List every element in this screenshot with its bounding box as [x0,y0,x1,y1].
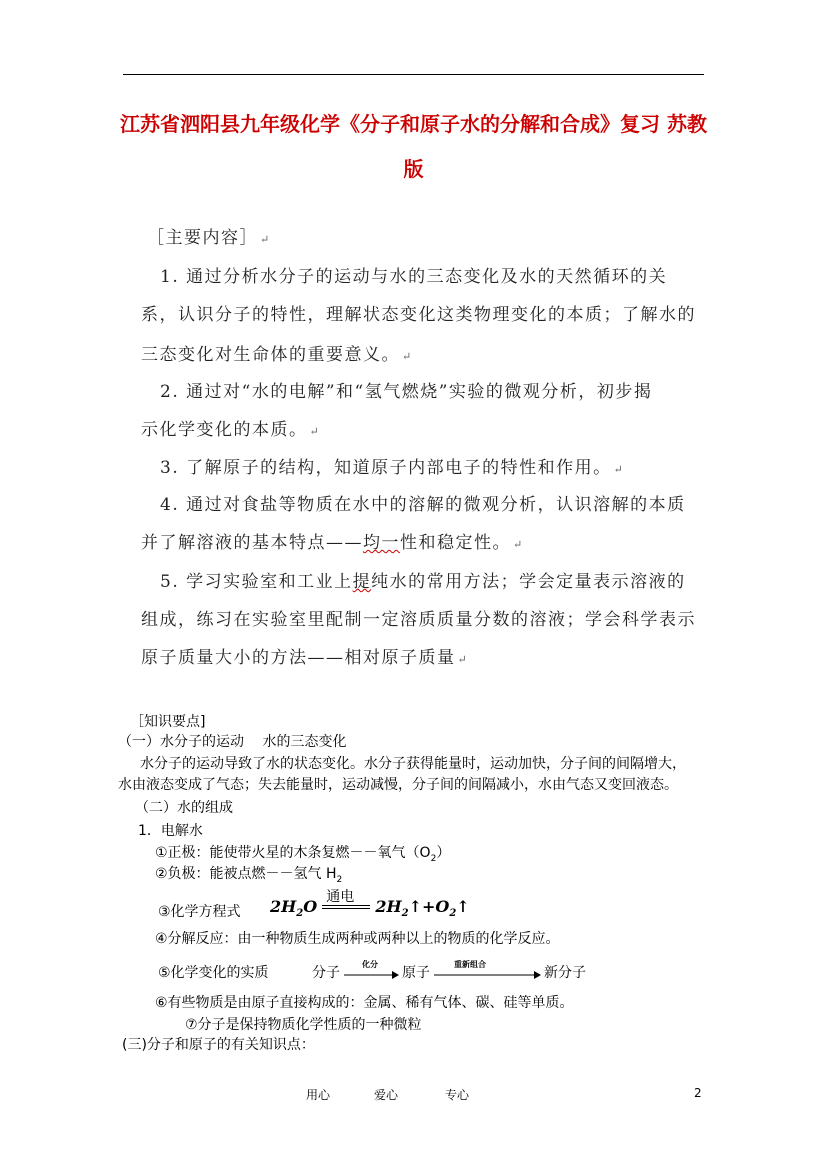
footer-word: 爱心 [374,1088,399,1102]
equation-reactant: $2H_2O$ [270,897,318,920]
content-line: 示化学变化的本质。 ↵ [141,420,319,440]
main-content-heading: ［主要内容］ ↵ [147,228,270,248]
content-line: 4. 通过对食盐等物质在水中的溶解的微观分析，认识溶解的本质 [160,495,686,515]
content-line: 1. 通过分析水分子的运动与水的三态变化及水的天然循环的关 [160,267,668,287]
paragraph-line: 水由液态变成了气态；失去能量时，运动减慢，分子间的间隔减小，水由气态又变回液态。 [118,777,678,793]
equation-condition-arrow [322,888,370,918]
chemical-equation [270,888,470,920]
equation-condition: 通电 [326,888,355,905]
arrow-label: 化分 [362,960,378,969]
list-item: ④分解反应：由一种物质生成两种或两种以上的物质的化学反应。 [155,931,560,947]
content-line: 原子质量大小的方法——相对原子质量 ↵ [141,648,467,668]
content-line: 三态变化对生命体的重要意义。 ↵ [141,345,412,365]
content-line: 2. 通过对“水的电解”和“氢气燃烧”实验的微观分析，初步揭 [160,382,653,402]
arrow-label: 重新组合 [454,960,486,969]
content-line: 系，认识分子的特性，理解状态变化这类物理变化的本质；了解水的 [141,305,696,325]
list-item: ⑥有些物质是由原子直接构成的：金属、稀有气体、碳、硅等单质。 [155,995,574,1011]
list-item-label: ⑤化学变化的实质 [158,965,269,981]
paragraph-line: 水分子的运动导致了水的状态变化。水分子获得能量时，运动加快，分子间的间隔增大， [140,756,686,772]
footer-word: 用心 [306,1088,331,1102]
reaction-flow [312,962,586,982]
section-heading: (三)分子和原子的有关知识点： [122,1037,315,1053]
section-heading: （二）水的组成 [135,800,233,816]
equation-products: $2H_2↑+O_2↑$ [375,897,470,920]
document-title-line2: 版 [403,157,424,181]
page-number: 2 [694,1086,702,1100]
knowledge-heading: ［知识要点] [130,714,206,730]
list-item: ②负极：能被点燃－－氢气 $H_2$ [155,866,343,885]
flow-arrow-icon [432,964,542,980]
content-line: 3. 了解原子的结构，知道原子内部电子的特性和作用。 ↵ [160,458,623,478]
list-item: ①正极：能使带火星的木条复燃－－氧气$(O_2)$ [155,845,451,864]
footer-word: 专心 [445,1088,470,1102]
content-line: 组成，练习在实验室里配制一定溶质质量分数的溶液；学会科学表示 [141,610,696,630]
content-line: 5. 学习实验室和工业上提纯水的常用方法；学会定量表示溶液的 [160,572,686,592]
document-title-line1: 江苏省泗阳县九年级化学《分子和原子水的分解和合成》复习 苏教 [120,112,707,136]
flow-atom: 原子 [402,965,430,981]
flow-molecule: 分子 [312,965,340,981]
equation-label: ③化学方程式 [158,904,241,920]
header-rule [123,74,704,75]
flow-new-molecule: 新分子 [544,965,586,981]
subsection-heading: 1．电解水 [138,823,203,839]
section-heading: （一）水分子的运动 水的三态变化 [118,734,347,750]
content-line: 并了解溶液的基本特点——均一性和稳定性。 ↵ [141,533,523,553]
list-item: ⑦分子是保持物质化学性质的一种微粒 [185,1017,422,1033]
